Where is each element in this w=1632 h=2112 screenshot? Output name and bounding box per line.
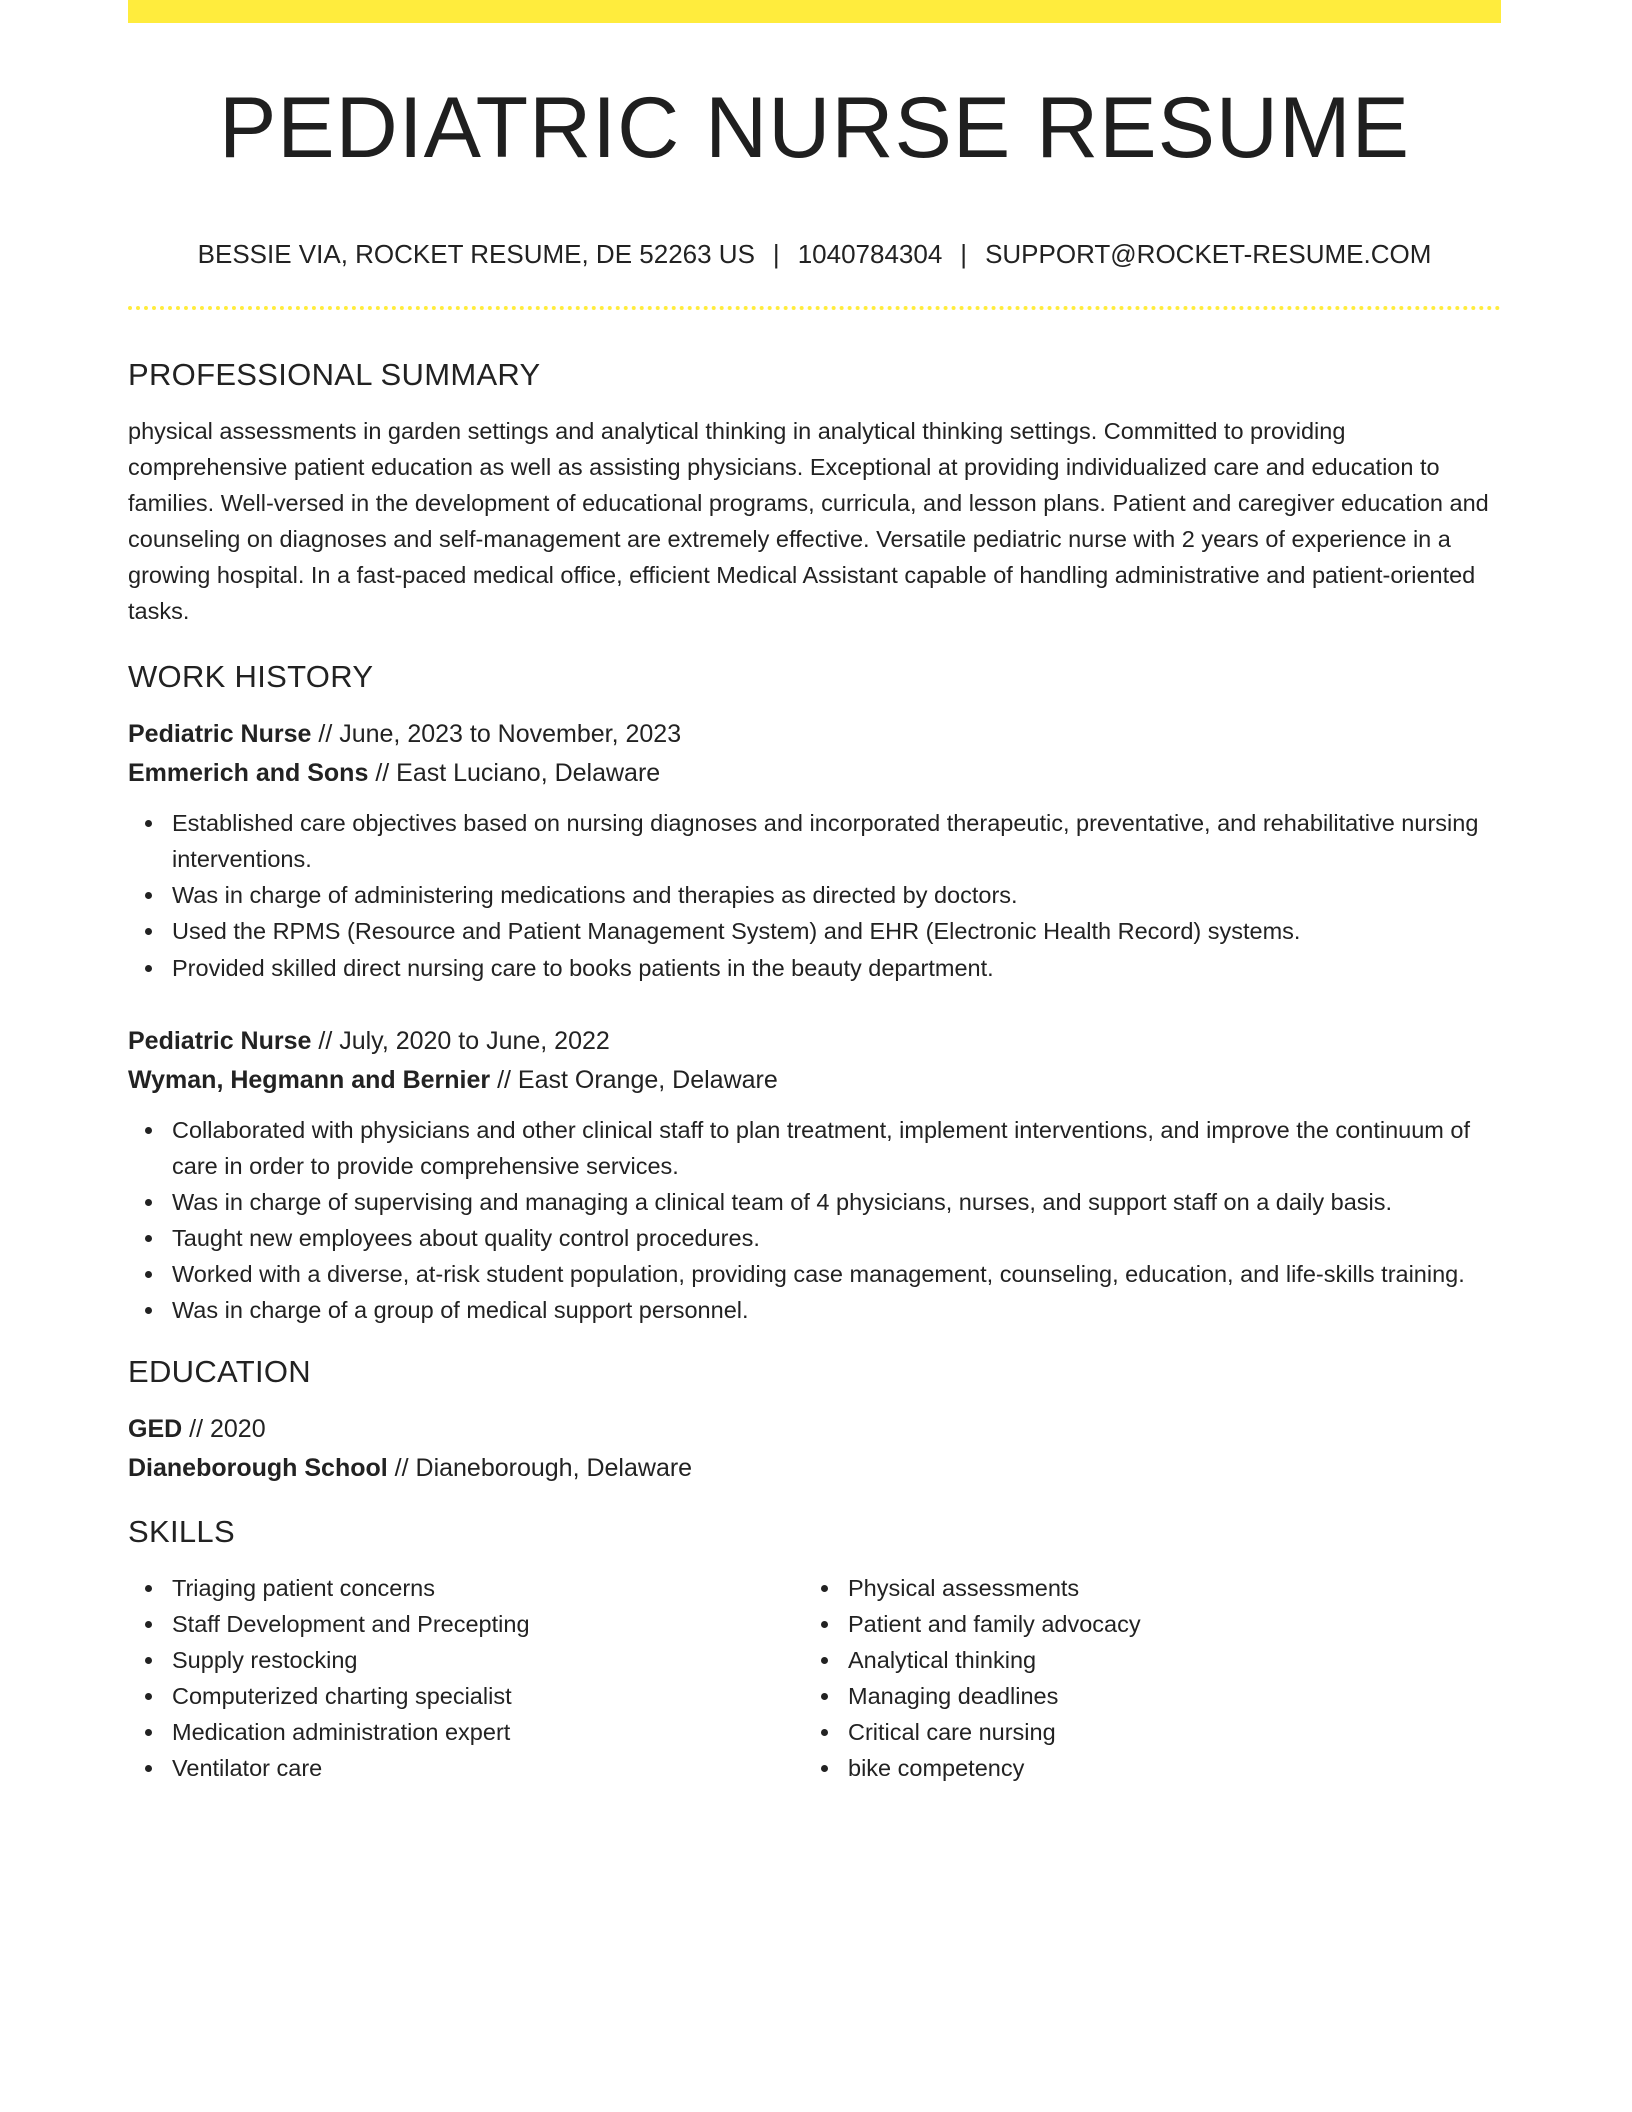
job-location: // East Orange, Delaware bbox=[497, 1066, 778, 1094]
resume-title: PEDIATRIC NURSE RESUME bbox=[218, 80, 1411, 176]
section-heading-summary: PROFESSIONAL SUMMARY bbox=[128, 357, 541, 392]
list-item: Was in charge of administering medications and therapies as directed by doctors. bbox=[128, 877, 1501, 913]
list-item: Was in charge of supervising and managing a clinical team of 4 physicians, nurses, and support staff on a daily basis. bbox=[128, 1184, 1501, 1220]
skills-grid bbox=[128, 1570, 1501, 1786]
job-title-line bbox=[128, 1022, 1501, 1061]
job-entry bbox=[128, 715, 1501, 986]
section-heading-work: WORK HISTORY bbox=[128, 659, 374, 694]
job-company: Emmerich and Sons bbox=[128, 759, 369, 787]
dotted-divider bbox=[128, 306, 1501, 310]
skill-item: Staff Development and Precepting bbox=[128, 1606, 804, 1642]
summary-text: physical assessments in garden settings and analytical thinking in analytical thinking settings. Committed to providing comprehensive patient education as well as assisting physicians. Exceptional at providing individualized care and education to families. Well-versed in the development of educational programs, curricula, and lesson plans. Patient and caregiver education and counseling on diagnoses and self-management are extremely effective. Versatile pediatric nurse with 2 years of experience in a growing hospital. In a fast-paced medical office, efficient Medical Assistant capable of handling administrative and patient-oriented tasks. bbox=[128, 418, 1489, 624]
work-history-section bbox=[128, 657, 1501, 1328]
job-company: Wyman, Hegmann and Bernier bbox=[128, 1066, 491, 1094]
skill-item: Supply restocking bbox=[128, 1642, 804, 1678]
job-title: Pediatric Nurse bbox=[128, 1027, 312, 1055]
contact-line bbox=[128, 236, 1501, 272]
skill-item: Triaging patient concerns bbox=[128, 1570, 804, 1606]
job-company-line bbox=[128, 754, 1501, 793]
list-item: Provided skilled direct nursing care to books patients in the beauty department. bbox=[128, 950, 1501, 986]
skills-column-left bbox=[128, 1570, 804, 1786]
contact-separator: | bbox=[772, 239, 780, 269]
contact-email: SUPPORT@ROCKET-RESUME.COM bbox=[985, 239, 1432, 269]
skill-item: Analytical thinking bbox=[804, 1642, 1501, 1678]
skill-item: Managing deadlines bbox=[804, 1678, 1501, 1714]
education-degree: GED bbox=[128, 1415, 183, 1443]
job-entry bbox=[128, 1022, 1501, 1328]
list-item: Established care objectives based on nursing diagnoses and incorporated therapeutic, preventative, and rehabilitative nursing interventions. bbox=[128, 805, 1501, 877]
contact-phone: 1040784304 bbox=[797, 239, 943, 269]
education-school-line bbox=[128, 1449, 1501, 1488]
job-company-line bbox=[128, 1061, 1501, 1100]
skill-item: Computerized charting specialist bbox=[128, 1678, 804, 1714]
education-location: // Dianeborough, Delaware bbox=[394, 1454, 693, 1482]
job-bullets bbox=[128, 1112, 1501, 1328]
job-title-line bbox=[128, 715, 1501, 754]
list-item: Taught new employees about quality control procedures. bbox=[128, 1220, 1501, 1256]
list-item: Was in charge of a group of medical support personnel. bbox=[128, 1292, 1501, 1328]
professional-summary-section bbox=[128, 355, 1501, 629]
skill-item: Critical care nursing bbox=[804, 1714, 1501, 1750]
skill-item: Ventilator care bbox=[128, 1750, 804, 1786]
contact-address: BESSIE VIA, ROCKET RESUME, DE 52263 US bbox=[197, 239, 755, 269]
accent-top-bar bbox=[128, 0, 1501, 23]
resume-content bbox=[128, 355, 1501, 1786]
contact-separator: | bbox=[960, 239, 968, 269]
skill-item: Physical assessments bbox=[804, 1570, 1501, 1606]
skill-item: Patient and family advocacy bbox=[804, 1606, 1501, 1642]
job-dates: // July, 2020 to June, 2022 bbox=[318, 1027, 610, 1055]
list-item: Worked with a diverse, at-risk student population, providing case management, counseling, education, and life-skills training. bbox=[128, 1256, 1501, 1292]
job-title: Pediatric Nurse bbox=[128, 720, 312, 748]
skills-section bbox=[128, 1512, 1501, 1786]
education-school: Dianeborough School bbox=[128, 1454, 388, 1482]
skill-item: Medication administration expert bbox=[128, 1714, 804, 1750]
education-year: // 2020 bbox=[189, 1415, 266, 1443]
job-dates: // June, 2023 to November, 2023 bbox=[318, 720, 682, 748]
education-entry bbox=[128, 1410, 1501, 1488]
list-item: Used the RPMS (Resource and Patient Management System) and EHR (Electronic Health Record) systems. bbox=[128, 913, 1501, 949]
section-heading-skills: SKILLS bbox=[128, 1514, 235, 1549]
job-location: // East Luciano, Delaware bbox=[375, 759, 661, 787]
skill-item: bike competency bbox=[804, 1750, 1501, 1786]
skills-column-right bbox=[804, 1570, 1501, 1786]
list-item: Collaborated with physicians and other clinical staff to plan treatment, implement interventions, and improve the continuum of care in order to provide comprehensive services. bbox=[128, 1112, 1501, 1184]
section-heading-education: EDUCATION bbox=[128, 1354, 311, 1389]
job-bullets bbox=[128, 805, 1501, 986]
education-section bbox=[128, 1352, 1501, 1488]
education-degree-line bbox=[128, 1410, 1501, 1449]
